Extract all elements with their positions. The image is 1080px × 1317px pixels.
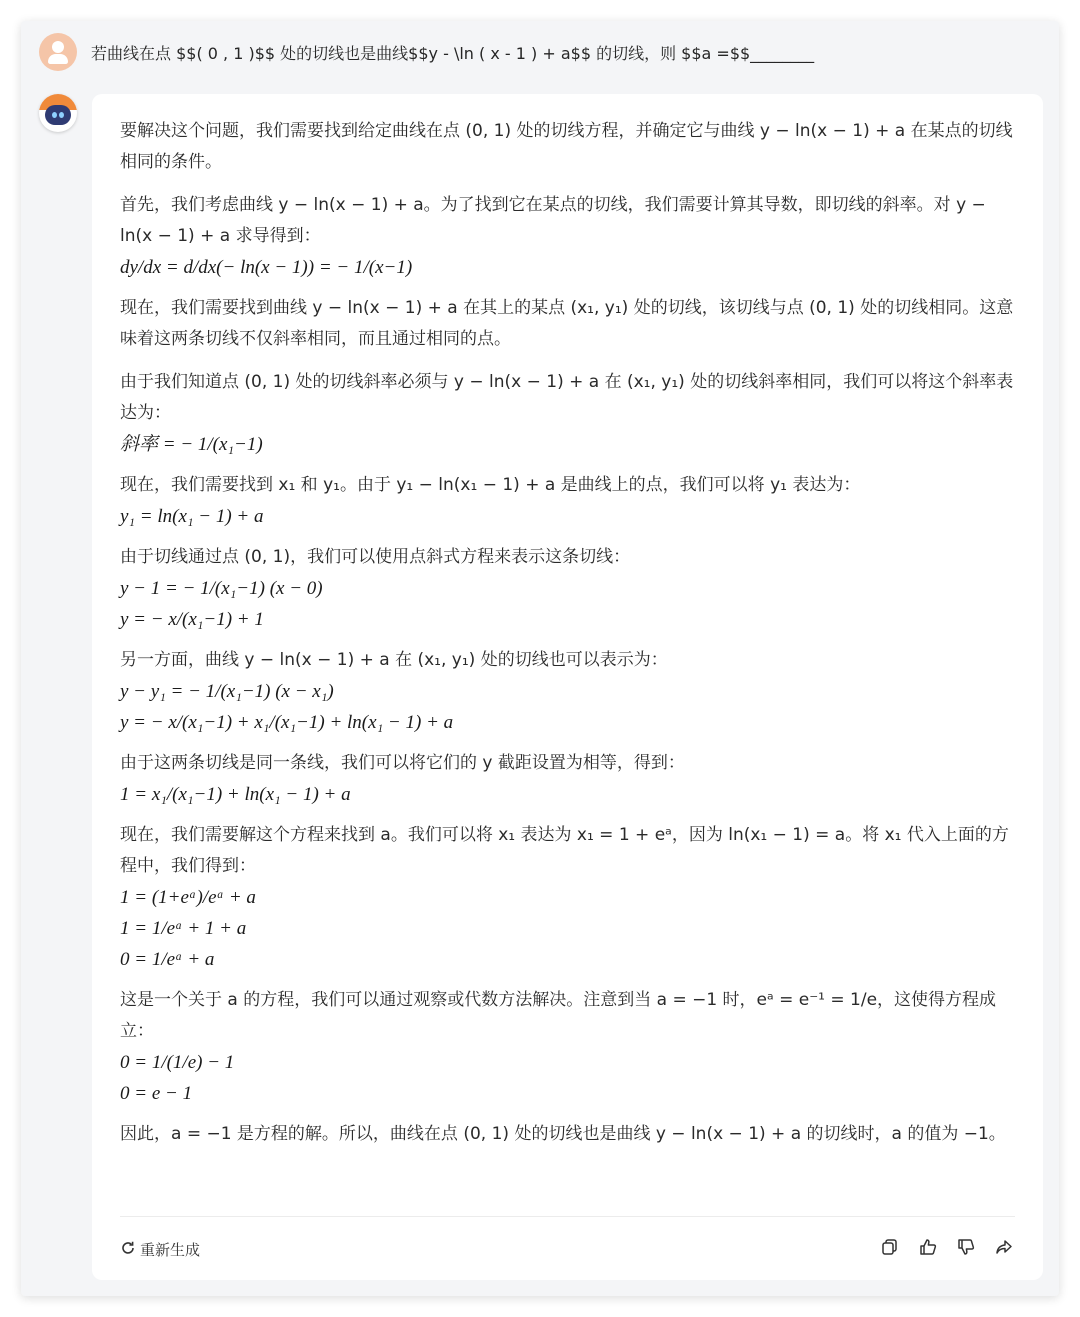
answer-content — [120, 116, 1015, 1162]
answer-footer — [120, 1216, 1015, 1280]
answer-paragraph: 由于切线通过点 (0, 1)，我们可以使用点斜式方程来表示这条切线： — [120, 547, 631, 567]
equation: y = − x/(x₁−1) + 1 — [120, 609, 264, 630]
equation-block — [120, 429, 1015, 460]
equation: dy/dx = d/dx(− ln(x − 1)) = − 1/(x−1) — [120, 257, 413, 278]
equation: 1 = x₁/(x₁−1) + ln(x₁ − 1) + a — [120, 784, 351, 805]
regenerate-button[interactable] — [120, 1239, 200, 1260]
user-avatar — [39, 33, 77, 71]
bot-avatar — [39, 94, 77, 132]
answer-paragraph: 现在，我们需要解这个方程来找到 a。我们可以将 x₁ 表达为 x₁ = 1 + eᵃ，因为 ln(x₁ − 1) = a。将 x₁ 代入上面的方程中，我们得到： — [120, 825, 1009, 876]
answer-paragraph: 由于这两条切线是同一条线，我们可以将它们的 y 截距设置为相等，得到： — [120, 753, 685, 773]
thumbs-up-icon[interactable] — [917, 1236, 939, 1258]
answer-paragraph: 现在，我们需要找到 x₁ 和 y₁。由于 y₁ − ln(x₁ − 1) + a 是曲线上的点，我们可以将 y₁ 表达为： — [120, 475, 861, 495]
equation: 1 = 1/eᵃ + 1 + a — [120, 918, 247, 939]
equation: y − 1 = − 1/(x₁−1) (x − 0) — [120, 578, 323, 599]
chat-window — [21, 21, 1059, 1296]
equation-block — [120, 1047, 1015, 1109]
equation: y − y₁ = − 1/(x₁−1) (x − x₁) — [120, 681, 334, 702]
equation: 0 = 1/(1/e) − 1 — [120, 1052, 235, 1073]
equation: y = − x/(x₁−1) + x₁/(x₁−1) + ln(x₁ − 1) + a — [120, 712, 454, 733]
answer-card — [92, 94, 1043, 1280]
regenerate-label: 重新生成 — [140, 1241, 201, 1259]
answer-paragraph: 首先，我们考虑曲线 y − ln(x − 1) + a。为了找到它在某点的切线，我们需要计算其导数，即切线的斜率。对 y − ln(x − 1) + a 求导得到： — [120, 195, 986, 246]
equation-block — [120, 676, 1015, 738]
equation: 斜率 = − 1/(x₁−1) — [120, 434, 263, 455]
share-icon[interactable] — [993, 1236, 1015, 1258]
equation-block — [120, 882, 1015, 975]
answer-paragraph: 现在，我们需要找到曲线 y − ln(x − 1) + a 在其上的某点 (x₁, y₁) 处的切线，该切线与点 (0, 1) 处的切线相同。这意味着这两条切线不仅斜率相同，而且通过相同的点。 — [120, 298, 1014, 349]
answer-paragraph: 由于我们知道点 (0, 1) 处的切线斜率必须与 y − ln(x − 1) + a 在 (x₁, y₁) 处的切线斜率相同，我们可以将这个斜率表达为： — [120, 372, 1014, 423]
answer-paragraph: 另一方面，曲线 y − ln(x − 1) + a 在 (x₁, y₁) 处的切线也可以表示为： — [120, 650, 668, 670]
answer-paragraph: 因此，a = −1 是方程的解。所以，曲线在点 (0, 1) 处的切线也是曲线 y − ln(x − 1) + a 的切线时，a 的值为 −1。 — [120, 1124, 1006, 1144]
equation-block — [120, 501, 1015, 532]
equation-block — [120, 573, 1015, 635]
answer-paragraph: 这是一个关于 a 的方程，我们可以通过观察或代数方法解决。注意到当 a = −1 时，eᵃ = e⁻¹ = 1/e，这使得方程成立： — [120, 990, 997, 1041]
user-question: 若曲线在点 $$( 0 , 1 )$$ 处的切线也是曲线$$y - \ln ( x - 1 ) + a$$ 的切线，则 $$a =$$________ — [91, 43, 815, 63]
answer-actions — [879, 1236, 1015, 1258]
equation: y₁ = ln(x₁ − 1) + a — [120, 506, 264, 527]
answer-paragraph: 要解决这个问题，我们需要找到给定曲线在点 (0, 1) 处的切线方程，并确定它与曲线 y − ln(x − 1) + a 在某点的切线相同的条件。 — [120, 121, 1013, 172]
equation-block — [120, 252, 1015, 283]
refresh-icon — [120, 1240, 140, 1260]
user-message — [39, 31, 1041, 73]
equation-block — [120, 779, 1015, 810]
copy-icon[interactable] — [879, 1236, 901, 1258]
equation: 0 = e − 1 — [120, 1083, 193, 1104]
equation: 1 = (1+eᵃ)/eᵃ + a — [120, 887, 256, 908]
thumbs-down-icon[interactable] — [955, 1236, 977, 1258]
equation: 0 = 1/eᵃ + a — [120, 949, 215, 970]
